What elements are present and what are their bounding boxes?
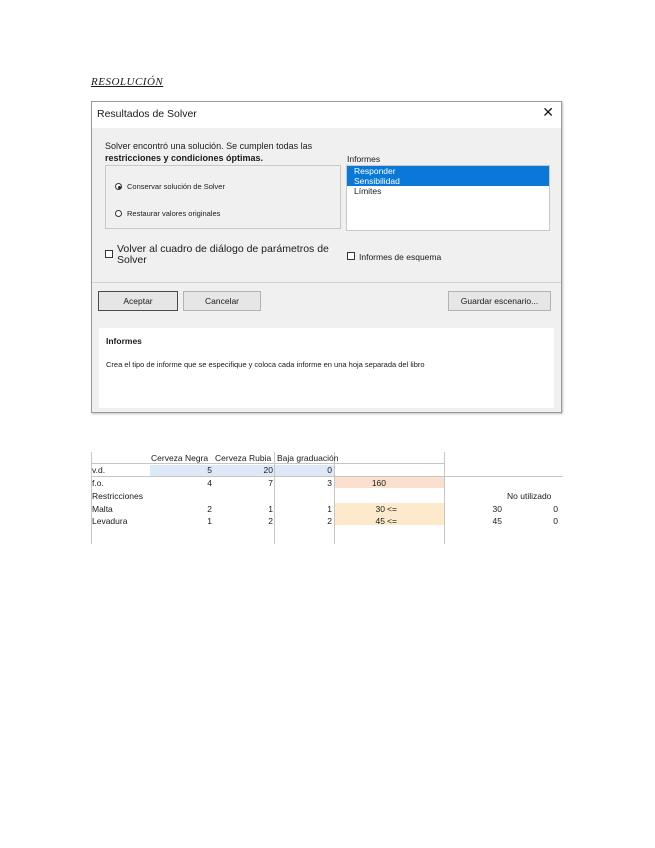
- row-label-vd: v.d.: [92, 465, 106, 475]
- cell-levadura-lhs: 45: [375, 516, 385, 526]
- cell-malta-op: <=: [387, 504, 397, 514]
- dialog-body: [92, 128, 561, 412]
- radio-dot: [115, 210, 122, 217]
- accept-button[interactable]: Aceptar: [98, 291, 178, 311]
- save-scenario-button[interactable]: Guardar escenario...: [448, 291, 551, 311]
- report-item-responder[interactable]: Responder: [347, 166, 549, 176]
- cell-vd-rubia: 20: [263, 465, 273, 475]
- cell-vd-baja: 0: [327, 465, 332, 475]
- solver-message: [105, 140, 335, 164]
- section-heading: RESOLUCIÓN: [91, 76, 164, 88]
- cell-malta-baja: 1: [327, 504, 332, 514]
- grid-line: [91, 476, 563, 477]
- cell-levadura-op: <=: [387, 516, 397, 526]
- spreadsheet: [91, 452, 563, 544]
- close-icon[interactable]: ✕: [542, 104, 554, 120]
- divider: [92, 282, 561, 283]
- row-label-malta: Malta: [92, 504, 113, 514]
- cell-malta-lhs: 30: [375, 504, 385, 514]
- cell-levadura-rubia: 2: [268, 516, 273, 526]
- header-no-utilizado: No utilizado: [507, 491, 552, 501]
- cell-fo-baja: 3: [327, 478, 332, 488]
- reports-listbox[interactable]: [346, 165, 550, 231]
- info-panel: [99, 328, 554, 408]
- radio-keep-solution[interactable]: [115, 182, 225, 191]
- cell-malta-rubia: 1: [268, 504, 273, 514]
- cell-malta-negra: 2: [207, 504, 212, 514]
- checkbox-box[interactable]: [347, 252, 355, 260]
- cell-malta-rhs: 30: [492, 504, 502, 514]
- cell-fo-total: 160: [371, 478, 386, 488]
- radio-keep-label: Conservar solución de Solver: [127, 182, 225, 191]
- checkbox-box[interactable]: [105, 250, 113, 258]
- outline-reports-label: Informes de esquema: [359, 252, 442, 262]
- header-baja: Baja graduación: [277, 453, 339, 463]
- radio-restore-values[interactable]: [115, 209, 220, 218]
- solver-message-line1: Solver encontró una solución. Se cumplen todas las: [105, 141, 313, 151]
- cell-malta-slack: 0: [553, 504, 558, 514]
- cell-fo-negra: 4: [207, 478, 212, 488]
- reports-label: Informes: [347, 154, 381, 164]
- solution-options-group: [105, 165, 341, 229]
- info-title: Informes: [106, 336, 142, 346]
- dialog-title: Resultados de Solver: [97, 108, 197, 120]
- report-item-sensibilidad[interactable]: Sensibilidad: [347, 176, 549, 186]
- header-rubia: Cerveza Rubia: [215, 453, 272, 463]
- info-description: Crea el tipo de informe que se especifique y coloca cada informe en una hoja separada del libro: [106, 360, 425, 369]
- return-to-params-label: Volver al cuadro de diálogo de parámetros de Solver: [117, 243, 329, 266]
- cell-levadura-slack: 0: [553, 516, 558, 526]
- radio-dot-selected: [115, 183, 122, 190]
- cell-fo-rubia: 7: [268, 478, 273, 488]
- row-label-levadura: Levadura: [92, 516, 128, 526]
- grid-line: [334, 452, 335, 544]
- row-label-fo: f.o.: [92, 478, 104, 488]
- grid-line: [444, 452, 445, 544]
- report-item-limites[interactable]: Límites: [354, 186, 382, 196]
- cell-levadura-rhs: 45: [492, 516, 502, 526]
- cell-vd-negra: 5: [207, 465, 212, 475]
- cancel-button[interactable]: Cancelar: [183, 291, 261, 311]
- return-to-params-checkbox[interactable]: [105, 244, 335, 266]
- solver-message-line2: restricciones y condiciones óptimas.: [105, 153, 264, 163]
- outline-reports-checkbox[interactable]: [347, 252, 441, 263]
- radio-restore-label: Restaurar valores originales: [127, 209, 221, 218]
- solver-results-dialog: [91, 101, 562, 413]
- cell-levadura-baja: 2: [327, 516, 332, 526]
- cell-levadura-negra: 1: [207, 516, 212, 526]
- header-negra: Cerveza Negra: [151, 453, 209, 463]
- row-label-restricciones: Restricciones: [92, 491, 144, 501]
